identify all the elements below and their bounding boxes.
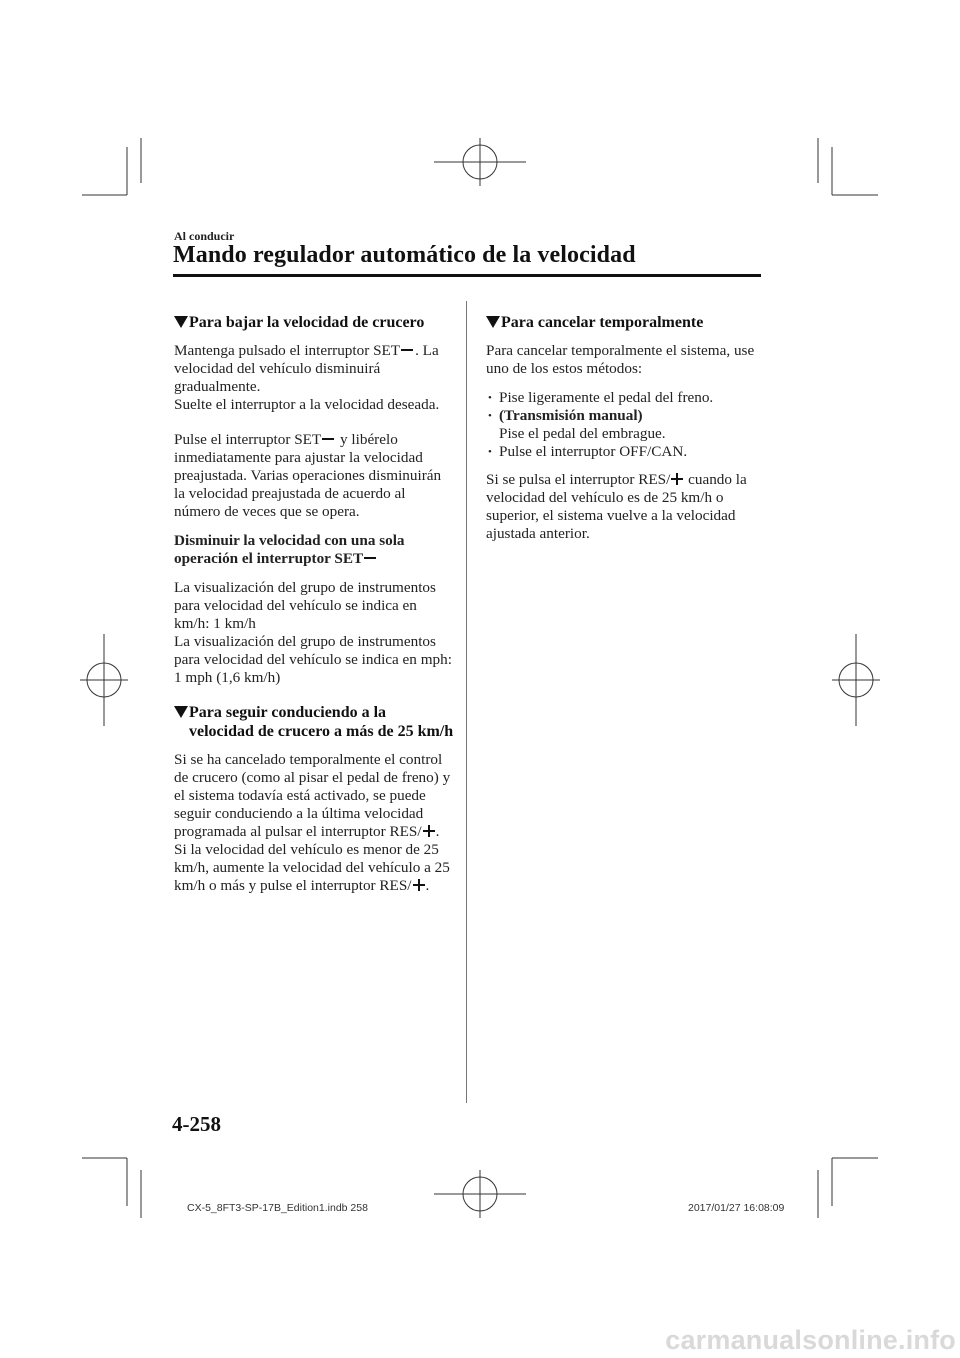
minus-icon (364, 557, 376, 559)
paragraph: Si se pulsa el interruptor RES/ cuando la velocidad del vehículo es de 25 km/h o superior, el sistema vuelve a la velocidad ajustada anterior. (486, 471, 747, 542)
right-column (486, 313, 766, 554)
minus-icon (322, 438, 334, 440)
plus-icon (423, 825, 435, 837)
heading-resume-cruise-speed: Para seguir conduciendo a la velocidad de crucero a más de 25 km/h (174, 703, 454, 741)
heading-lower-cruise-speed: Para bajar la velocidad de crucero (174, 313, 454, 332)
list-item: • Pulse el interruptor OFF/CAN. (488, 443, 688, 460)
plus-icon (413, 879, 425, 891)
minus-icon (401, 349, 413, 351)
watermark: carmanualsonline.info (665, 1325, 956, 1355)
bullet-icon: • (488, 392, 492, 404)
triangle-down-icon (486, 316, 500, 328)
triangle-down-icon (174, 706, 188, 718)
section-kicker: Al conducir (174, 229, 235, 243)
cancel-methods-list (486, 389, 766, 461)
left-column (174, 313, 454, 906)
subheading-single-operation: Disminuir la velocidad con una sola operación el interruptor SET (174, 532, 405, 567)
title-rule (173, 274, 761, 277)
paragraph: Para cancelar temporalmente el sistema, use uno de los estos métodos: (486, 342, 755, 377)
paragraph: Mantenga pulsado el interruptor SET . La velocidad del vehículo disminuirá gradualmente. Suelte el interruptor a la velocidad deseada. (174, 342, 440, 413)
list-item: • Pise ligeramente el pedal del freno. (488, 389, 714, 406)
bullet-icon: • (488, 410, 492, 422)
page-number: 4-258 (172, 1112, 221, 1136)
footer-file-info: CX-5_8FT3-SP-17B_Edition1.indb 258 (187, 1202, 368, 1214)
triangle-down-icon (174, 316, 188, 328)
page-title: Mando regulador automático de la velocidad (173, 242, 636, 268)
bullet-icon: • (488, 446, 492, 458)
plus-icon (671, 473, 683, 485)
paragraph: La visualización del grupo de instrumentos para velocidad del vehículo se indica en km/h: 1 km/h La visualización del grupo de instrumentos para velocidad del vehículo se indica en mph: 1 mph (1,6 km/h) (174, 579, 452, 686)
list-item: • (Transmisión manual) Pise el pedal del embrague. (488, 407, 666, 442)
heading-cancel-temporarily: Para cancelar temporalmente (486, 313, 766, 332)
footer-timestamp: 2017/01/27 16:08:09 (688, 1202, 785, 1214)
paragraph: Pulse el interruptor SET y libérelo inmediatamente para ajustar la velocidad preajustada. Varias operaciones disminuirán la velocidad preajustada de acuerdo al número de veces que se opera. (174, 431, 442, 520)
column-divider (466, 301, 467, 1103)
paragraph: Si se ha cancelado temporalmente el control de crucero (como al pisar el pedal de freno) y el sistema todavía está activado, se puede seguir conduciendo a la última velocidad programada al pulsar el interruptor RES/ . Si la velocidad del vehículo es menor de 25 km/h, aumente la velocidad del vehículo a 25 km/h o más y pulse el interruptor RES/ . (174, 751, 451, 894)
